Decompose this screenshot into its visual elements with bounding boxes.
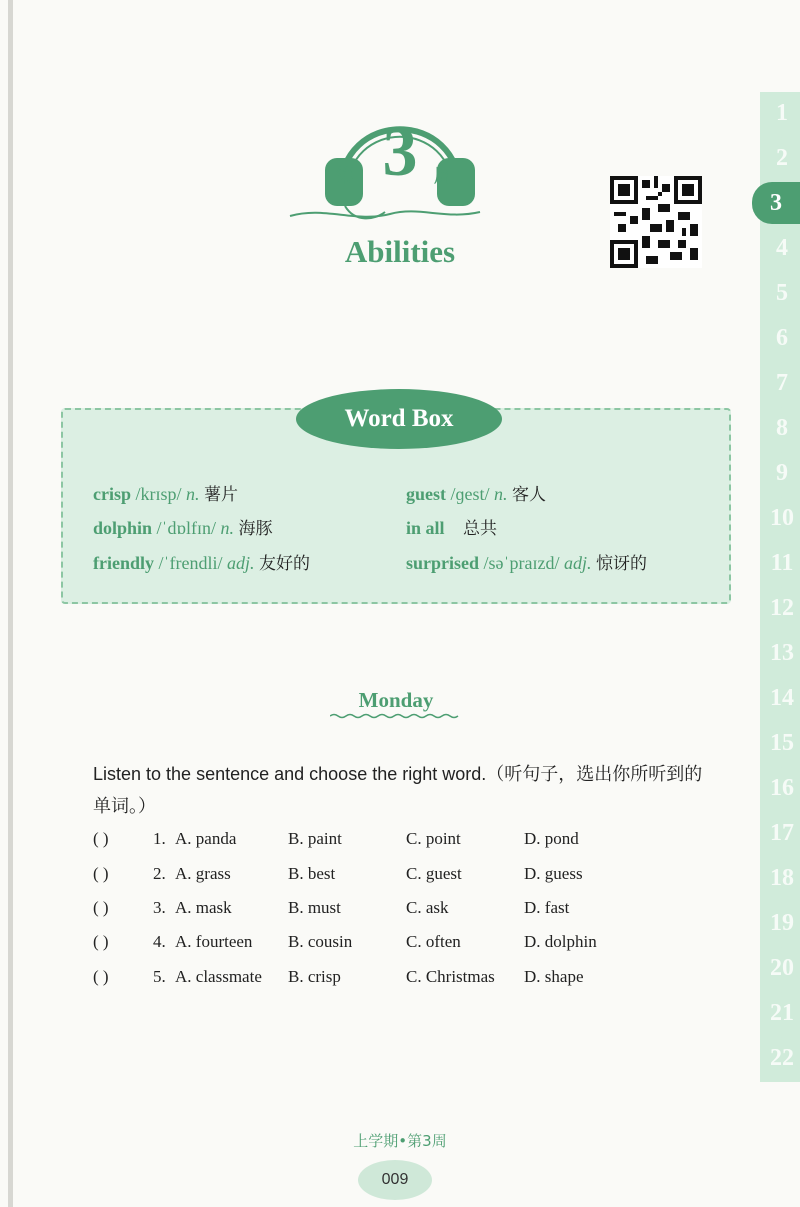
option-c: C. often (406, 932, 461, 951)
word-pos: n. (186, 484, 200, 504)
week-number: 3 (382, 114, 418, 191)
chapter-tab-17[interactable]: 17 (762, 812, 800, 854)
chapter-tab-15[interactable]: 15 (762, 722, 800, 764)
chapter-tab-20[interactable]: 20 (762, 947, 800, 989)
chapter-tab-12[interactable]: 12 (762, 587, 800, 629)
question-number: 4. (153, 932, 166, 951)
word-english: dolphin (93, 518, 153, 538)
week-label-left: 第 (336, 166, 354, 186)
chapter-tab-6[interactable]: 6 (762, 317, 800, 359)
word-english: guest (406, 484, 446, 504)
option-c: C. point (406, 829, 461, 848)
word-phonetic: /krɪsp/ (135, 484, 182, 504)
option-a: A. classmate (175, 967, 262, 986)
word-entry (93, 549, 310, 574)
week-label-right: 周 (434, 166, 452, 186)
option-c: C. ask (406, 898, 449, 917)
word-entry (93, 480, 238, 505)
word-phonetic: /ɡest/ (450, 484, 490, 504)
word-chinese: 总共 (463, 519, 498, 539)
chapter-tab-18[interactable]: 18 (762, 857, 800, 899)
word-chinese: 海豚 (238, 519, 273, 539)
question-number: 1. (153, 829, 166, 848)
chapter-tab-11[interactable]: 11 (762, 542, 800, 584)
word-phonetic: /ˈdɒlfɪn/ (156, 518, 216, 538)
word-entry (406, 480, 546, 505)
chapter-tab-5[interactable]: 5 (762, 272, 800, 314)
answer-blank[interactable]: ( ) (93, 864, 109, 883)
option-a: A. fourteen (175, 932, 253, 951)
word-english: surprised (406, 553, 480, 573)
word-chinese: 客人 (512, 485, 546, 505)
option-c: C. Christmas (406, 967, 495, 986)
unit-title: Abilities (344, 234, 456, 269)
chapter-tab-13[interactable]: 13 (762, 632, 800, 674)
option-d: D. shape (524, 967, 584, 986)
word-phonetic: /ˈfrendli/ (158, 553, 223, 573)
word-chinese: 惊讶的 (596, 554, 647, 574)
word-pos: n. (494, 484, 508, 504)
option-d: D. guess (524, 864, 583, 883)
option-b: B. best (288, 864, 336, 883)
word-box-title: Word Box (296, 389, 502, 449)
option-c: C. guest (406, 864, 462, 883)
chapter-tab-9[interactable]: 9 (762, 452, 800, 494)
word-entry (406, 549, 647, 574)
option-b: B. must (288, 898, 341, 917)
word-english: in all (406, 518, 445, 538)
option-b: B. paint (288, 829, 342, 848)
answer-blank[interactable]: ( ) (93, 898, 109, 917)
word-english: friendly (93, 553, 154, 573)
option-d: D. fast (524, 898, 570, 917)
question-number: 5. (153, 967, 166, 986)
chapter-tab-16[interactable]: 16 (762, 767, 800, 809)
word-pos: adj. (563, 553, 592, 573)
instruction-text: Listen to the sentence and choose the right word.（听句子，选出你所听到的单词。） (93, 764, 703, 816)
chapter-tab-21[interactable]: 21 (762, 992, 800, 1034)
page-spine (8, 0, 13, 1207)
footer-section: 上学期•第3周 (353, 1132, 447, 1150)
chapter-tab-2[interactable]: 2 (762, 137, 800, 179)
chapter-tab-4[interactable]: 4 (762, 227, 800, 269)
day-heading: Monday (358, 688, 434, 712)
word-english: crisp (93, 484, 131, 504)
chapter-tab-19[interactable]: 19 (762, 902, 800, 944)
word-pos: adj. (226, 553, 255, 573)
chapter-tab-22[interactable]: 22 (762, 1037, 800, 1079)
word-phonetic: /səˈpraɪzd/ (483, 553, 560, 573)
answer-blank[interactable]: ( ) (93, 967, 109, 986)
chapter-tab-8[interactable]: 8 (762, 407, 800, 449)
option-a: A. mask (175, 898, 232, 917)
question-number: 3. (153, 898, 166, 917)
word-entry (406, 514, 497, 539)
chapter-tab-1[interactable]: 1 (762, 92, 800, 134)
wavy-underline (330, 713, 462, 719)
page-number: 009 (358, 1160, 432, 1200)
option-a: A. grass (175, 864, 231, 883)
answer-blank[interactable]: ( ) (93, 932, 109, 951)
answer-blank[interactable]: ( ) (93, 829, 109, 848)
chapter-tab-3[interactable]: 3 (752, 182, 800, 224)
word-chinese: 薯片 (204, 485, 239, 505)
question-number: 2. (153, 864, 166, 883)
option-a: A. panda (175, 829, 237, 848)
option-b: B. crisp (288, 967, 341, 986)
option-d: D. dolphin (524, 932, 597, 951)
option-d: D. pond (524, 829, 579, 848)
word-chinese: 友好的 (259, 554, 310, 574)
word-entry (93, 514, 272, 539)
option-b: B. cousin (288, 932, 353, 951)
chapter-tab-14[interactable]: 14 (762, 677, 800, 719)
qr-code-icon[interactable] (610, 176, 702, 268)
chapter-tab-10[interactable]: 10 (762, 497, 800, 539)
word-pos: n. (220, 518, 234, 538)
chapter-tab-7[interactable]: 7 (762, 362, 800, 404)
